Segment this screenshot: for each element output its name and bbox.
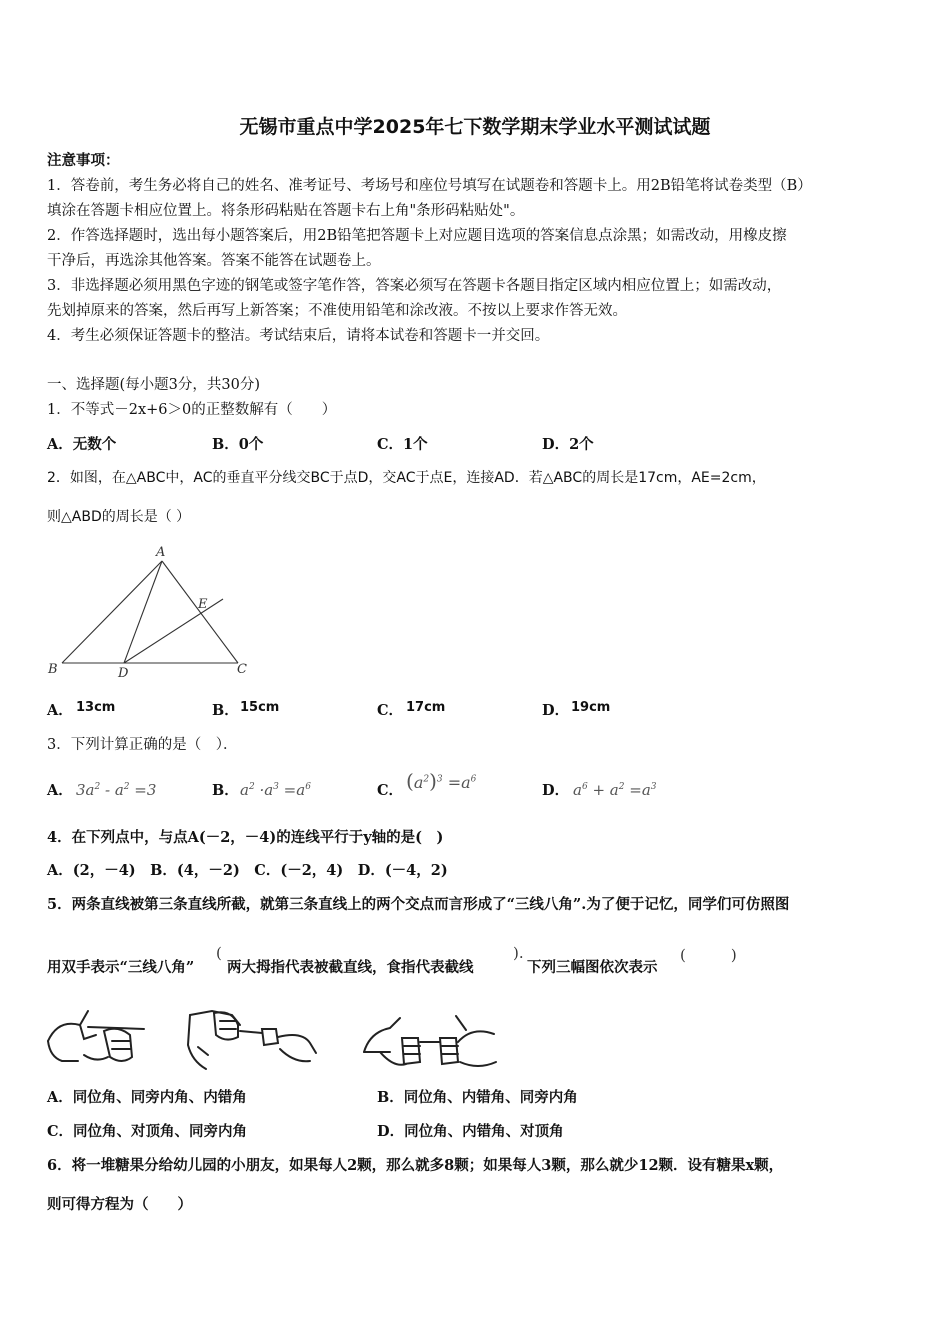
notice-line: 3．非选择题必须用黑色字迹的钢笔或签字笔作答，答案必须写在答题卡各题目指定区域内相应位置上；如需改动， xyxy=(47,278,782,294)
question-5-stem-cont-a: 用双手表示“三线八角” xyxy=(47,959,195,976)
notice-line: 先划掉原来的答案，然后再写上新答案；不准使用铅笔和涂改液。不按以上要求作答无效。 xyxy=(47,303,627,319)
q2-option-c: 17cm xyxy=(406,700,446,715)
answer-paren: ( ) xyxy=(680,946,737,964)
q3-option-b-formula: $a^2 \cdot a^3 =a^6$ xyxy=(240,781,311,799)
label-e: E xyxy=(198,597,208,612)
question-5-stem-cont-b: 两大拇指代表被截直线，食指代表截线 xyxy=(227,959,474,976)
q5-option-d: D．同位角、内错角、对顶角 xyxy=(377,1123,564,1140)
q4-options: A．(2，－4) B．(4，－2) C．(－2，4) D．(－4，2) xyxy=(47,862,448,879)
label-a: A xyxy=(156,545,166,560)
q1-option-d: D．2个 xyxy=(542,436,594,453)
section-heading: 一、选择题(每小题3分，共30分) xyxy=(47,377,260,393)
question-6-stem-cont: 则可得方程为（ ） xyxy=(47,1196,192,1213)
triangle-figure xyxy=(40,540,270,685)
label-b: B xyxy=(48,662,58,677)
notice-line: 1．答卷前，考生务必将自己的姓名、准考证号、考场号和座位号填写在试题卷和答题卡上。用2B铅笔将试卷类型（B） xyxy=(47,178,812,194)
label-c: C xyxy=(237,662,247,677)
q5-option-c: C．同位角、对顶角、同旁内角 xyxy=(47,1123,248,1140)
q3-option-a-formula: $3a^2 - a^2 =3$ xyxy=(76,781,157,799)
hand-figure-1 xyxy=(44,1005,154,1070)
question-5-stem: 5．两条直线被第三条直线所截，就第三条直线上的两个交点而言形成了“三线八角”.为了便于记忆，同学们可仿照图 xyxy=(47,896,790,913)
notice-line: 2．作答选择题时，选出每小题答案后，用2B铅笔把答题卡上对应题目选项的答案信息点涂黑；如需改动，用橡皮擦 xyxy=(47,228,787,244)
q2-option-d-letter: D． xyxy=(542,702,570,719)
q3-option-b-letter: B． xyxy=(212,782,239,799)
paren-close: ). xyxy=(513,944,524,962)
question-2-stem-cont: 则△ABD的周长是（ ） xyxy=(47,509,191,525)
q2-option-b: 15cm xyxy=(240,700,280,715)
q3-option-c-formula: $(a^2)^3 =a^6$ xyxy=(406,769,477,793)
q3-option-c-letter: C． xyxy=(377,782,404,799)
q2-option-a-letter: A． xyxy=(47,702,73,719)
q1-option-c: C．1个 xyxy=(377,436,428,453)
q1-option-a: A．无数个 xyxy=(47,436,117,453)
q3-option-a-letter: A． xyxy=(47,782,73,799)
q1-option-b: B．0个 xyxy=(212,436,264,453)
page-title: 无锡市重点中学2025年七下数学期末学业水平测试试题 xyxy=(239,116,711,138)
q2-option-c-letter: C． xyxy=(377,702,404,719)
q3-option-d-letter: D． xyxy=(542,782,570,799)
q2-option-b-letter: B． xyxy=(212,702,239,719)
question-3-stem: 3．下列计算正确的是（ ）． xyxy=(47,737,238,753)
question-4-stem: 4．在下列点中，与点A(－2，－4)的连线平行于y轴的是( ) xyxy=(47,829,444,846)
q2-option-a: 13cm xyxy=(76,700,116,715)
q5-option-a: A．同位角、同旁内角、内错角 xyxy=(47,1089,247,1106)
question-2-stem: 2．如图，在△ABC中，AC的垂直平分线交BC于点D，交AC于点E，连接AD．若△ABC的周长是17cm，AE=2cm， xyxy=(47,470,766,486)
notice-line: 干净后，再选涂其他答案。答案不能答在试题卷上。 xyxy=(47,253,381,269)
q2-option-d: 19cm xyxy=(571,700,611,715)
question-1-stem: 1．不等式－2x+6＞0的正整数解有（ ） xyxy=(47,402,337,418)
notice-line: 填涂在答题卡相应位置上。将条形码粘贴在答题卡右上角"条形码粘贴处"。 xyxy=(47,203,525,219)
notice-line: 4．考生必须保证答题卡的整洁。考试结束后，请将本试卷和答题卡一并交回。 xyxy=(47,328,550,344)
notice-heading: 注意事项： xyxy=(47,152,120,169)
paren-open: ( xyxy=(216,944,222,962)
hand-figure-3 xyxy=(360,1012,500,1074)
question-5-stem-cont-c: 下列三幅图依次表示 xyxy=(527,959,658,976)
hand-figure-2 xyxy=(182,1005,322,1073)
question-6-stem: 6．将一堆糖果分给幼儿园的小朋友，如果每人2颗，那么就多8颗；如果每人3颗，那么就少12颗．设有糖果x颗， xyxy=(47,1157,784,1174)
q5-option-b: B．同位角、内错角、同旁内角 xyxy=(377,1089,578,1106)
q3-option-d-formula: $a^6 + a^2 =a^3$ xyxy=(573,781,657,799)
label-d: D xyxy=(118,666,129,681)
